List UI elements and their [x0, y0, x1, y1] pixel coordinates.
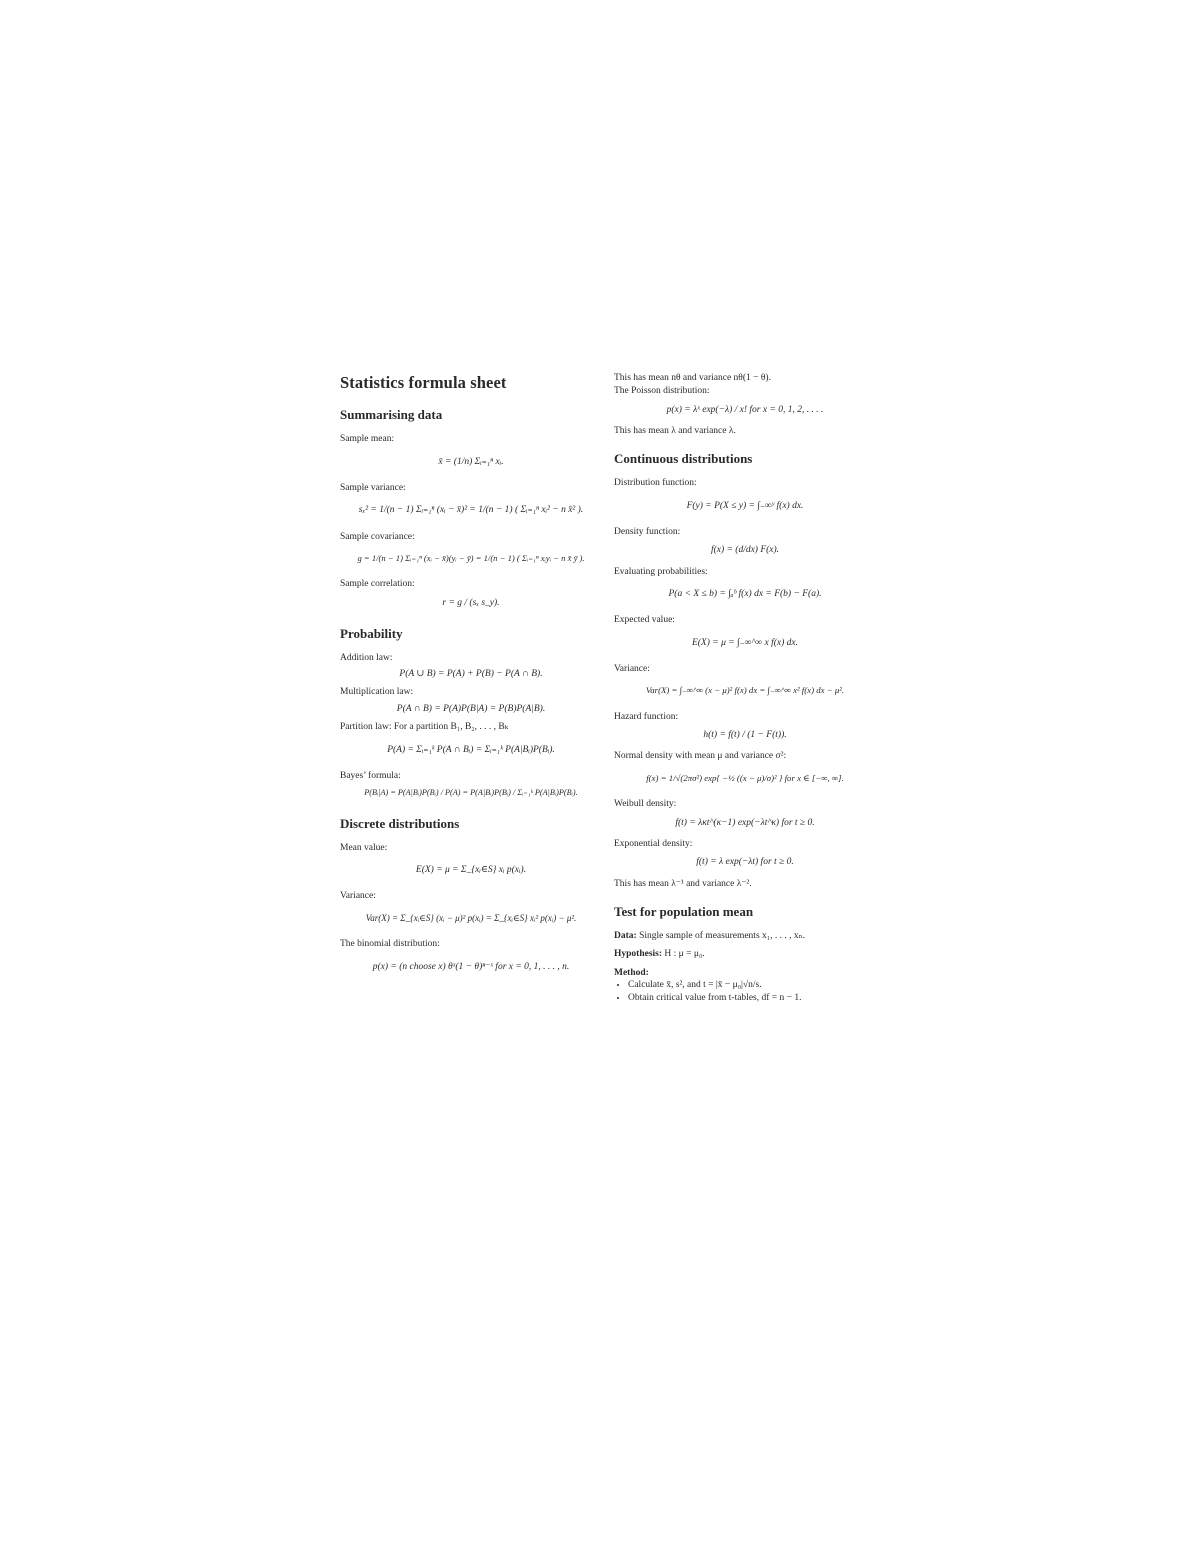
multiplication-law-formula: P(A ∩ B) = P(A)P(B|A) = P(B)P(A|B).	[396, 703, 546, 714]
test-method-list	[614, 979, 876, 1005]
poisson-formula: p(x) = λˣ exp(−λ) / x! for x = 0, 1, 2, . . . .	[666, 404, 824, 415]
expected-value-formula: E(X) = μ = ∫₋∞^∞ x f(x) dx.	[691, 637, 799, 648]
method-step: • Calculate x̄, s², and t = |x̄ − μ₀|√n/s.	[628, 979, 876, 991]
distribution-function-formula: F(y) = P(X ≤ y) = ∫₋∞ʸ f(x) dx.	[686, 500, 804, 511]
partition-law-label: Partition law: For a partition B₁, B₂, . . . , Bₖ	[340, 722, 509, 733]
page-title: Statistics formula sheet	[340, 373, 507, 392]
density-function-label: Density function:	[614, 526, 681, 537]
exponential-density-label: Exponential density:	[614, 838, 693, 849]
exponential-note: This has mean λ⁻¹ and variance λ⁻².	[614, 878, 752, 889]
addition-law-formula: P(A ∪ B) = P(A) + P(B) − P(A ∩ B).	[399, 669, 543, 680]
weibull-density-formula: f(t) = λκt^(κ−1) exp(−λt^κ) for t ≥ 0.	[675, 817, 815, 828]
density-function-formula: f(x) = (d/dx) F(x).	[710, 545, 780, 556]
normal-density-label: Normal density with mean μ and variance σ²:	[614, 751, 787, 762]
exponential-density-formula: f(t) = λ exp(−λt) for t ≥ 0.	[696, 857, 794, 868]
test-data-label: Data:	[614, 930, 637, 941]
hazard-function-label: Hazard function:	[614, 711, 679, 722]
hazard-function-formula: h(t) = f(t) / (1 − F(t)).	[703, 730, 787, 741]
multiplication-law-label: Multiplication law:	[340, 687, 414, 698]
sample-correlation-formula: r = g / (sₓ s_y).	[442, 597, 500, 608]
test-hypothesis-text: H : μ = μ₀.	[664, 949, 705, 960]
left-column	[340, 372, 602, 995]
poisson-label: The Poisson distribution:	[614, 386, 710, 397]
bayes-formula-label: Bayes’ formula:	[340, 770, 401, 781]
method-step: • Obtain critical value from t-tables, df = n − 1.	[628, 992, 876, 1004]
binomial-note: This has mean nθ and variance nθ(1 − θ).	[614, 373, 771, 383]
heading-discrete-distributions: Discrete distributions	[340, 815, 460, 831]
right-column	[614, 372, 876, 1019]
partition-law-formula: P(A) = Σᵢ₌₁ᵏ P(A ∩ Bᵢ) = Σᵢ₌₁ᵏ P(A|Bᵢ)P(Bᵢ).	[387, 744, 555, 755]
continuous-variance-label: Variance:	[614, 664, 650, 675]
sample-covariance-formula: g = 1/(n − 1) Σᵢ₌₁ⁿ (xᵢ − x̄)(yᵢ − ȳ) = 1/(n − 1) ( Σᵢ₌₁ⁿ xᵢyᵢ − n x̄ ȳ ).	[357, 553, 585, 564]
section-summarising-data	[340, 407, 602, 611]
binomial-label: The binomial distribution:	[340, 939, 440, 950]
binomial-formula: p(x) = (n choose x) θˣ(1 − θ)ⁿ⁻ˣ for x = 0, 1, . . . , n.	[372, 961, 570, 972]
section-discrete-continued	[614, 372, 876, 437]
expected-value-label: Expected value:	[614, 615, 675, 626]
sample-variance-label: Sample variance:	[340, 483, 406, 494]
normal-density-formula: f(x) = 1/√(2πσ²) exp{ −½ ((x − μ)/σ)² } for x ∈ [−∞, ∞].	[646, 772, 844, 783]
evaluating-probabilities-label: Evaluating probabilities:	[614, 566, 708, 577]
discrete-variance-formula: Var(X) = Σ_{xᵢ∈S} (xᵢ − μ)² p(xᵢ) = Σ_{xᵢ∈S} xᵢ² p(xᵢ) − μ².	[365, 912, 577, 923]
addition-law-label: Addition law:	[340, 652, 393, 663]
evaluating-probabilities-formula: P(a < X ≤ b) = ∫ₐᵇ f(x) dx = F(b) − F(a).	[668, 588, 822, 599]
discrete-variance-label: Variance:	[340, 891, 376, 902]
heading-probability: Probability	[340, 625, 403, 641]
section-discrete-distributions	[340, 816, 602, 981]
test-hypothesis-line	[614, 948, 876, 960]
poisson-note: This has mean λ and variance λ.	[614, 426, 736, 437]
sample-covariance-label: Sample covariance:	[340, 531, 415, 542]
heading-test-population-mean: Test for population mean	[614, 903, 754, 919]
discrete-mean-label: Mean value:	[340, 842, 388, 853]
section-probability	[340, 626, 602, 802]
sample-variance-formula: sₓ² = 1/(n − 1) Σᵢ₌₁ⁿ (xᵢ − x̄)² = 1/(n − 1) ( Σᵢ₌₁ⁿ xᵢ² − n x̄² ).	[358, 505, 584, 516]
heading-continuous-distributions: Continuous distributions	[614, 451, 753, 467]
weibull-density-label: Weibull density:	[614, 799, 677, 810]
test-method-label: Method:	[614, 967, 649, 978]
test-data-text: Single sample of measurements x₁, . . . , xₙ.	[639, 930, 806, 941]
sample-mean-formula: x̄ = (1/n) Σᵢ₌₁ⁿ xᵢ.	[438, 456, 504, 467]
sample-mean-label: Sample mean:	[340, 434, 395, 445]
section-continuous-distributions	[614, 451, 876, 890]
test-hypothesis-label: Hypothesis:	[614, 949, 663, 960]
section-test-population-mean	[614, 904, 876, 1005]
sample-correlation-label: Sample correlation:	[340, 579, 415, 590]
distribution-function-label: Distribution function:	[614, 478, 697, 489]
continuous-variance-formula: Var(X) = ∫₋∞^∞ (x − μ)² f(x) dx = ∫₋∞^∞ x² f(x) dx − μ².	[645, 685, 845, 696]
bayes-formula: P(Bᵢ|A) = P(A|Bᵢ)P(Bᵢ) / P(A) = P(A|Bᵢ)P(Bᵢ) / Σᵢ₌₁ᵏ P(A|Bᵢ)P(Bᵢ).	[364, 788, 578, 798]
heading-summarising-data: Summarising data	[340, 407, 443, 423]
discrete-mean-formula: E(X) = μ = Σ_{xᵢ∈S} xᵢ p(xᵢ).	[415, 865, 527, 876]
test-method-line	[614, 967, 876, 979]
test-data-line	[614, 930, 876, 942]
